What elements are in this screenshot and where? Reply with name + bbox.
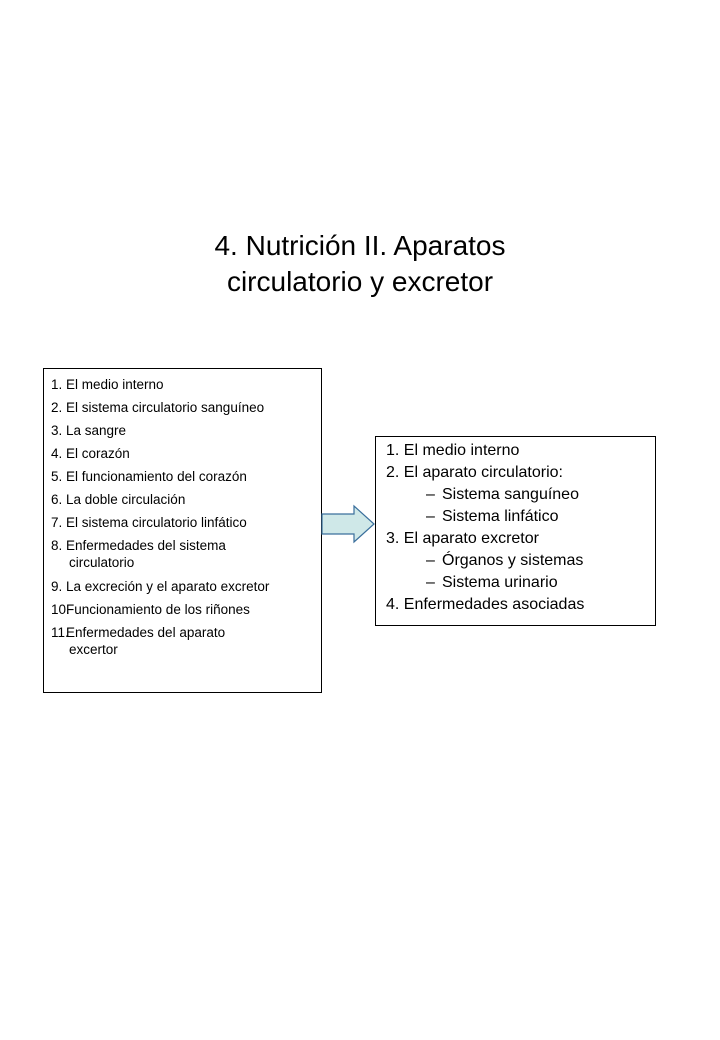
left-list-item: 5. El funcionamiento del corazón xyxy=(51,469,247,484)
left-list-item: 7. El sistema circulatorio linfático xyxy=(51,515,247,530)
right-list-item: 3. El aparato excretor xyxy=(386,530,539,547)
left-list-item: 2. El sistema circulatorio sanguíneo xyxy=(51,400,265,415)
left-list-item: 9. La excreción y el aparato excretor xyxy=(51,579,270,594)
title-line-2: circulatorio y excretor xyxy=(226,266,494,297)
left-list-item: 4. El corazón xyxy=(51,446,130,461)
left-list-item: 3. La sangre xyxy=(51,423,127,438)
left-list-item: 8. Enfermedades del sistema circulatorio xyxy=(51,538,226,570)
right-list-subitem: – Sistema linfático xyxy=(426,508,559,525)
right-list-subitem: – Órganos y sistemas xyxy=(426,552,584,569)
right-list-item: 1. El medio interno xyxy=(386,442,520,459)
right-list-item: 2. El aparato circulatorio: xyxy=(386,464,563,481)
right-list-subitem: – Sistema sanguíneo xyxy=(426,486,579,503)
left-list-item: 10.Funcionamiento de los riñones xyxy=(51,602,250,617)
detailed-topic-list xyxy=(43,368,322,693)
right-arrow-icon xyxy=(320,504,378,544)
left-list-item: 1. El medio interno xyxy=(51,377,164,392)
title-line-1: 4. Nutrición II. Aparatos xyxy=(214,230,506,261)
slide-title xyxy=(60,228,660,300)
right-list-item: 4. Enfermedades asociadas xyxy=(386,596,585,613)
summary-topic-list xyxy=(375,436,656,626)
arrow-shape xyxy=(322,506,374,542)
right-list-subitem: – Sistema urinario xyxy=(426,574,558,591)
left-list-item: 11.Enfermedades del aparato excertor xyxy=(51,625,226,657)
left-list-item: 6. La doble circulación xyxy=(51,492,186,507)
